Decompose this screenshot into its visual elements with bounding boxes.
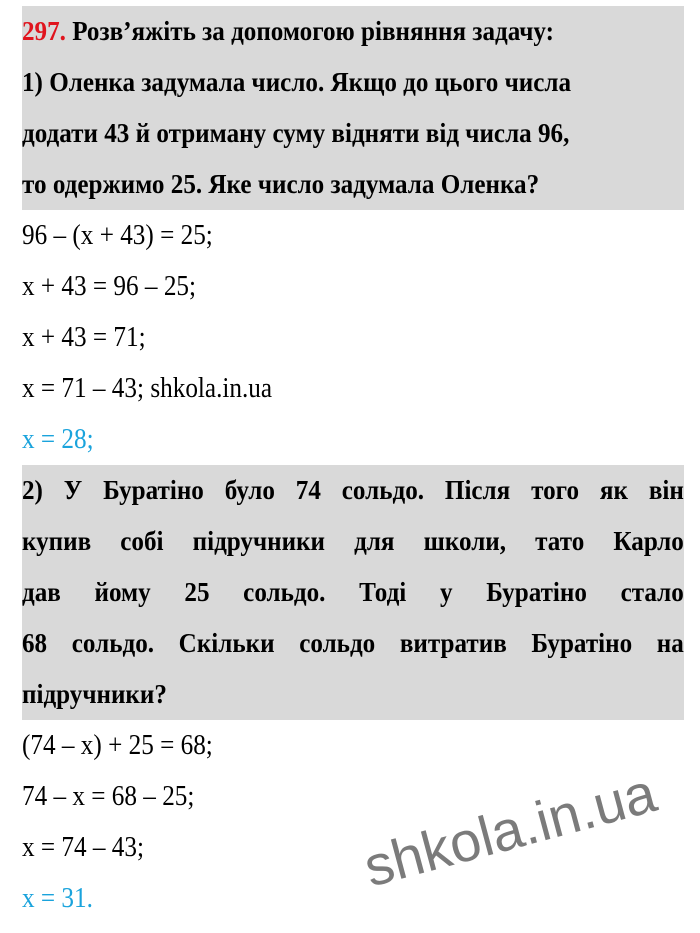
watermark: shkola.in.ua: [357, 760, 663, 899]
answer-1: x = 28;: [22, 424, 94, 455]
solution-1: [22, 210, 684, 465]
task-2-box: [22, 465, 684, 720]
task-2-line: дав йому 25 сольдо. Тоді у Буратіно стало: [22, 577, 684, 607]
task-2-line: 2) У Буратіно було 74 сольдо. Після того як він: [22, 475, 684, 505]
solution-step: 96 – (x + 43) = 25;: [22, 220, 213, 251]
solution-step: 74 – x = 68 – 25;: [22, 781, 195, 812]
task-1-line: то одержимо 25. Яке число задумала Оленка?: [22, 169, 540, 199]
task-2-line: 68 сольдо. Скільки сольдо витратив Буратіно на: [22, 628, 684, 658]
task-1-box: [22, 6, 684, 210]
solution-step: (74 – x) + 25 = 68;: [22, 730, 213, 761]
task-1-line: 1) Оленка задумала число. Якщо до цього числа: [22, 67, 572, 97]
problem-heading-text: Розв’яжіть за допомогою рівняння задачу:: [65, 16, 555, 46]
solution-step: x + 43 = 96 – 25;: [22, 271, 197, 302]
problem-number: 297.: [22, 16, 66, 46]
solution-step: x + 43 = 71;: [22, 322, 146, 353]
answer-2: x = 31.: [22, 883, 93, 914]
task-1-line: додати 43 й отриману суму відняти від числа 96,: [22, 118, 570, 148]
solution-step: x = 71 – 43; shkola.in.ua: [22, 373, 273, 404]
task-2-line: підручники?: [22, 679, 167, 709]
page-content: [22, 6, 684, 924]
task-2-line: купив собі підручники для школи, тато Карло: [22, 526, 684, 556]
solution-step: x = 74 – 43;: [22, 832, 145, 863]
solution-2: [22, 720, 684, 924]
problem-heading: [22, 6, 684, 57]
